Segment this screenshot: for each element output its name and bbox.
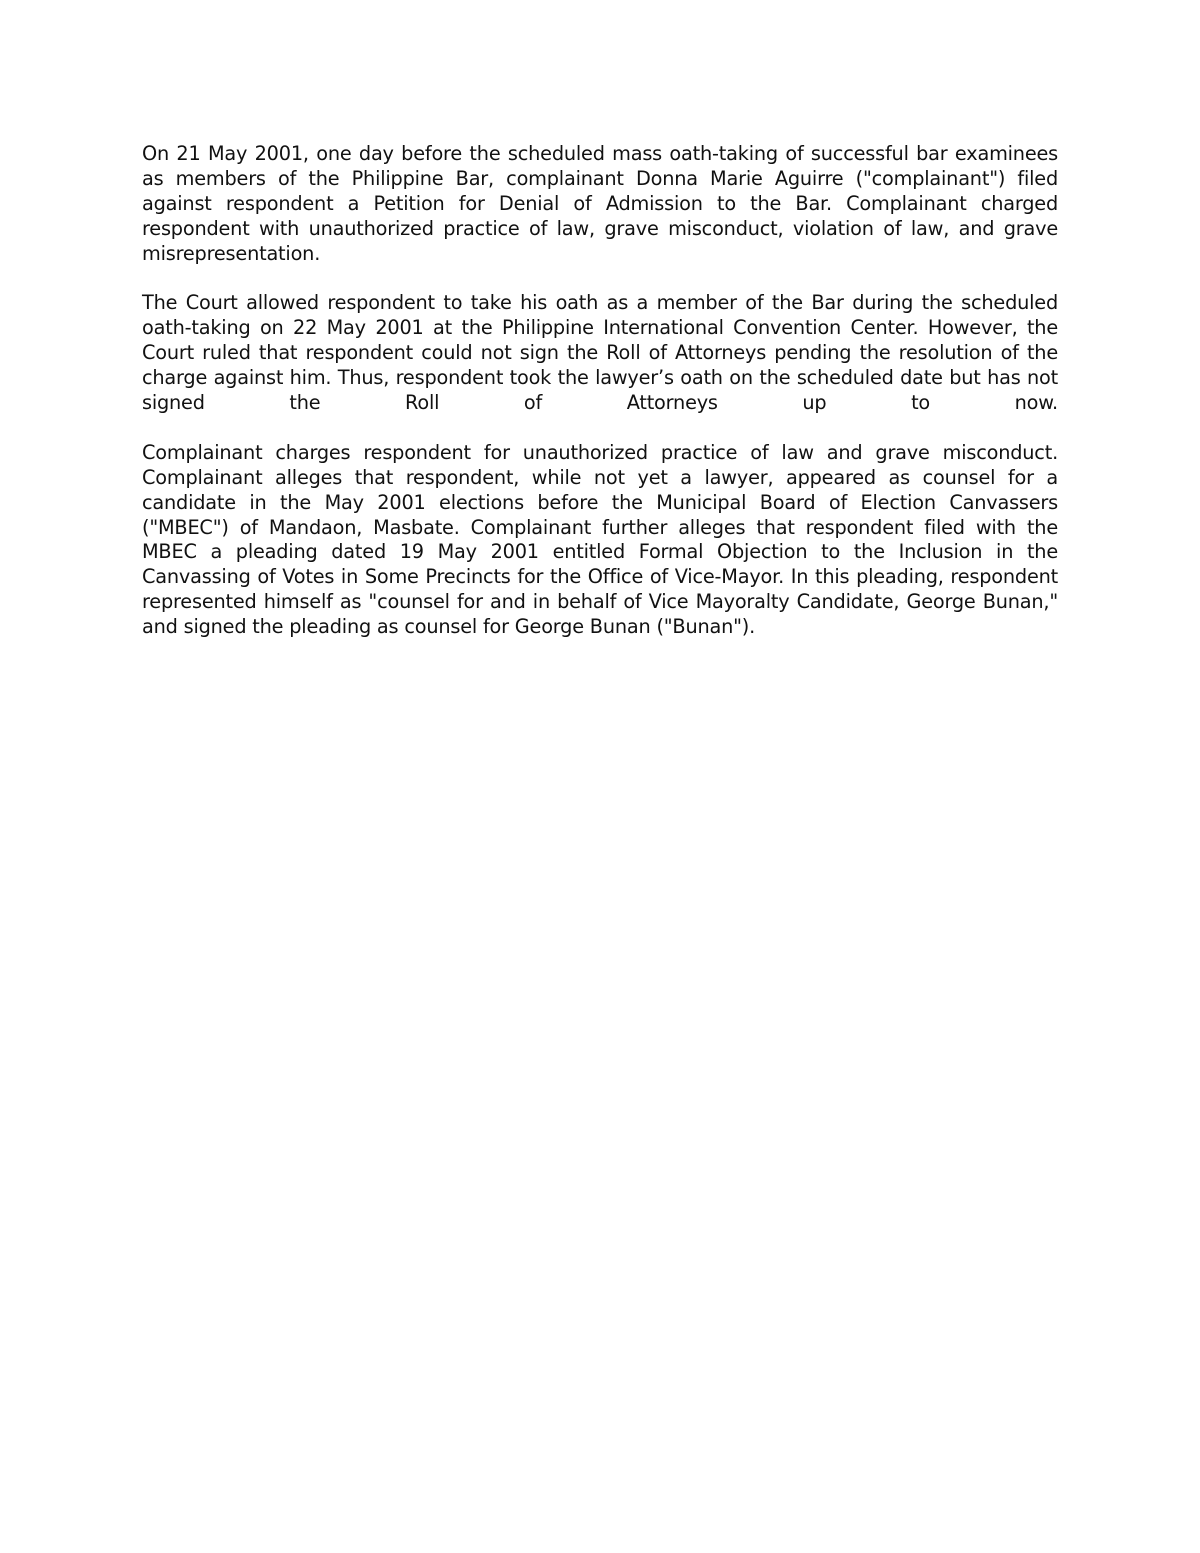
document-body (142, 142, 1058, 665)
paragraph-oath-taking: The Court allowed respondent to take his oath as a member of the Bar during the scheduled oath-taking on 22 May 2001 at the Philippine International Convention Center. However, the Court ruled that respondent could not sign the Roll of Attorneys pending the resolution of the charge against him. Thus, respondent took the lawyer’s oath on the scheduled date but has not signed the Roll of Attorneys up to now. (142, 291, 1058, 415)
paragraph-petition-filing: On 21 May 2001, one day before the scheduled mass oath-taking of successful bar examinees as members of the Philippine Bar, complainant Donna Marie Aguirre ("complainant") filed against respondent a Petition for Denial of Admission to the Bar. Complainant charged respondent with unauthorized practice of law, grave misconduct, violation of law, and grave misrepresentation. (142, 142, 1058, 265)
paragraph-charges: Complainant charges respondent for unauthorized practice of law and grave misconduct. Complainant alleges that respondent, while not yet a lawyer, appeared as counsel for a candidate in the May 2001 elections before the Municipal Board of Election Canvassers ("MBEC") of Mandaon, Masbate. Complainant further alleges that respondent filed with the MBEC a pleading dated 19 May 2001 entitled Formal Objection to the Inclusion in the Canvassing of Votes in Some Precincts for the Office of Vice-Mayor. In this pleading, respondent represented himself as "counsel for and in behalf of Vice Mayoralty Candidate, George Bunan," and signed the pleading as counsel for George Bunan ("Bunan"). (142, 440, 1058, 639)
